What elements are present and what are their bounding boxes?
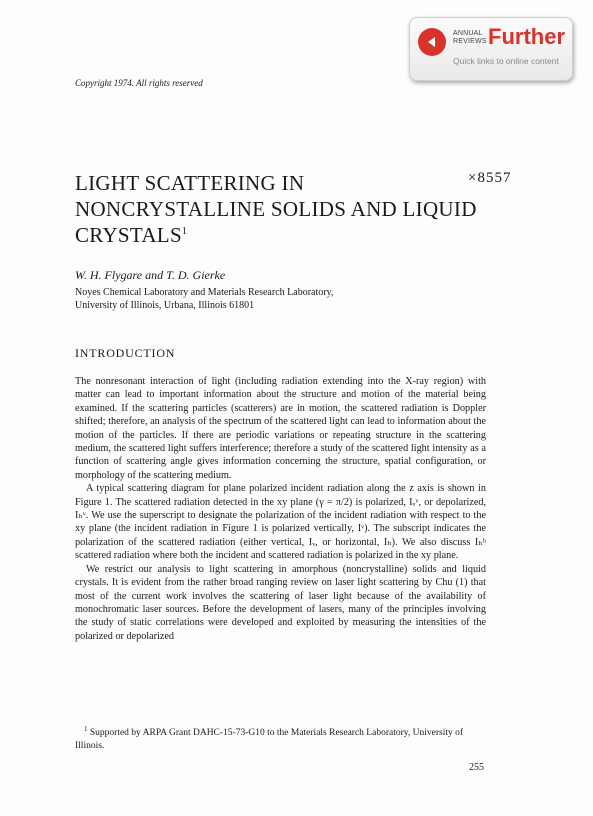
title-footnote-link[interactable]: 1 bbox=[181, 226, 188, 237]
paragraph-3: We restrict our analysis to light scattering in amorphous (noncrystalline) solids and liquid crystals. It is evident from the rather broad ranging review on laser light scattering by Chu (1) that most of the current work involves the scattering of laser light because of the availability of monochromatic laser sources. Before the development of lasers, many of the principles involving the study of static correlations were developed and exploited by measuring the intensities of the polarized or depolarized bbox=[75, 563, 486, 642]
banner-annual-reviews bbox=[453, 30, 487, 46]
footnote-mark: 1 bbox=[84, 724, 88, 733]
banner-tagline: Quick links to online content bbox=[453, 56, 559, 66]
body-text bbox=[75, 375, 486, 643]
banner-annual-label: ANNUAL bbox=[453, 30, 483, 37]
banner-reviews-label: REVIEWS bbox=[453, 38, 487, 45]
title-line-1: LIGHT SCATTERING IN bbox=[75, 171, 305, 195]
footnote bbox=[75, 724, 486, 753]
affiliation-line-1: Noyes Chemical Laboratory and Materials Research Laboratory, bbox=[75, 287, 334, 298]
authors: W. H. Flygare and T. D. Gierke bbox=[75, 268, 226, 282]
footnote-text: Supported by ARPA Grant DAHC-15-73-G10 to the Materials Research Laboratory, University of Illinois. bbox=[75, 728, 464, 751]
article-title bbox=[75, 170, 477, 248]
title-line-3 bbox=[75, 222, 477, 248]
article-code: ×8557 bbox=[468, 170, 512, 186]
banner-further-label: Further bbox=[488, 24, 565, 49]
title-line-3-text: CRYSTALS bbox=[75, 223, 182, 247]
further-banner-link[interactable] bbox=[409, 17, 573, 81]
affiliation-line-2: University of Illinois, Urbana, Illinois 61801 bbox=[75, 300, 255, 311]
back-arrow-icon bbox=[418, 28, 446, 56]
title-line-2: NONCRYSTALLINE SOLIDS AND LIQUID bbox=[75, 197, 477, 221]
paragraph-1: The nonresonant interaction of light (including radiation extending into the X-ray region) with matter can lead to important information about the structure and motion of the material being examined. If the scattering particles (scatterers) are in motion, the scattered radiation is Doppler shifted; therefore, an analysis of the spectrum of the scattered light can lead to information about the motion of the particles. If there are periodic variations or repeating structure in the scattering medium, the scattered light suffers interference; therefore a study of the scattered light intensity as a function of scattering angle gives information concerning the structure, spatial configuration, or morphology of the scattering medium. bbox=[75, 376, 486, 481]
section-heading: INTRODUCTION bbox=[75, 346, 176, 360]
copyright-notice: Copyright 1974. All rights reserved bbox=[75, 78, 203, 88]
affiliation bbox=[75, 286, 333, 312]
paragraph-2: A typical scattering diagram for plane polarized incident radiation along the z axis is shown in Figure 1. The scattered radiation detected in the xy plane (γ = π/2) is polarized, Iᵥᵛ, or depolarized, Iₕᵛ. We use the superscript to designate the polarization of the incident radiation with respect to the xy plane (the incident radiation in Figure 1 is polarized vertically, Iᵛ). The subscript indicates the polarization of the scattered radiation (either vertical, Iᵥ, or horizontal, Iₕ). We also discuss Iₕʰ scattered radiation where both the incident and scattered radiation is polarized in the xy plane. bbox=[75, 483, 486, 562]
page-number: 255 bbox=[469, 762, 484, 773]
